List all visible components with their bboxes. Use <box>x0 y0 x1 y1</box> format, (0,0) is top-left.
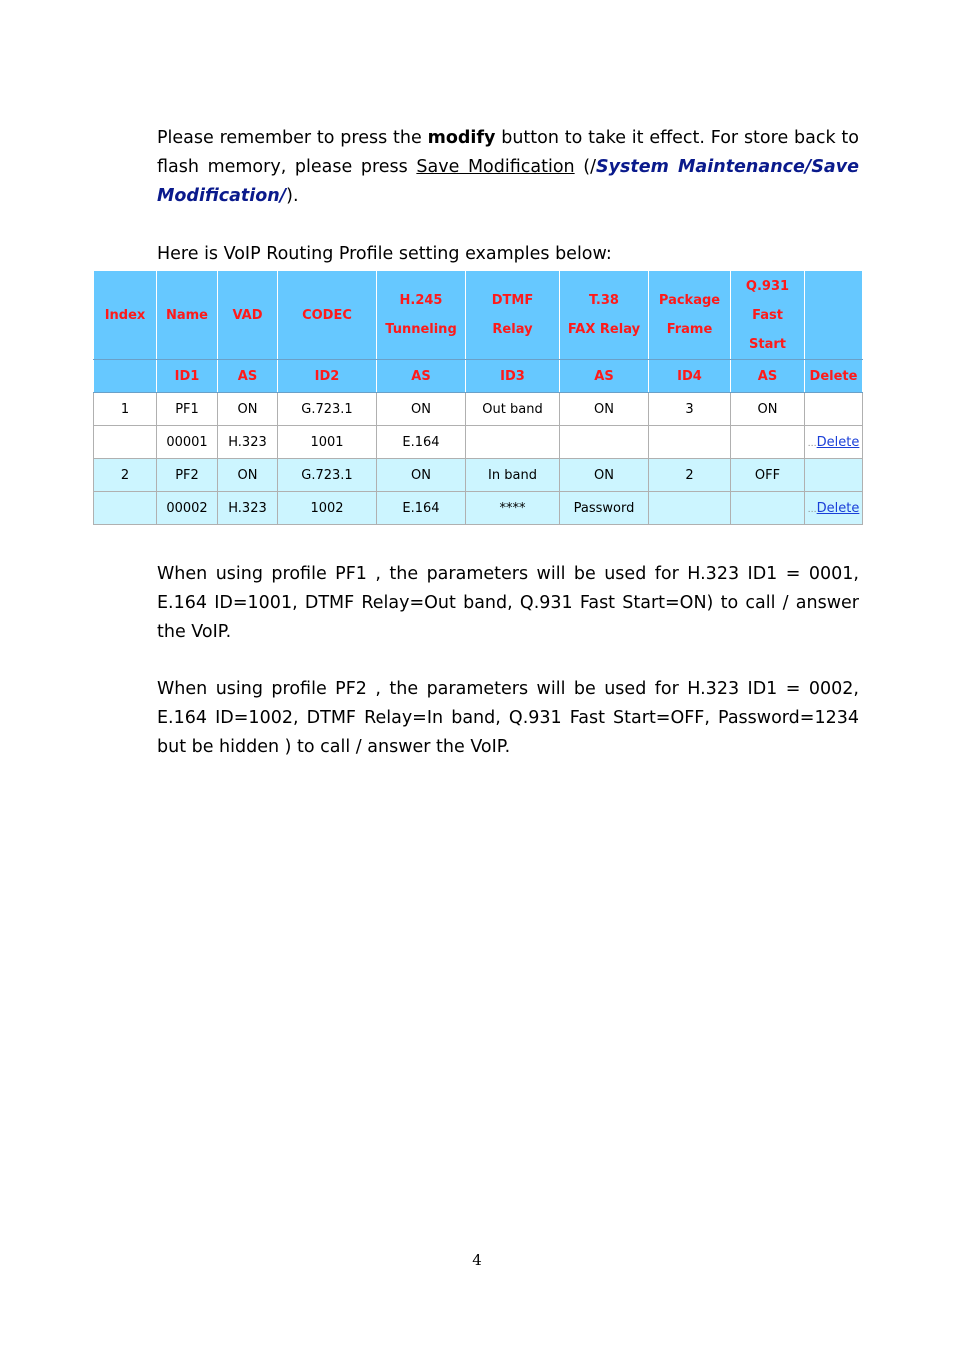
table-cell <box>649 492 731 525</box>
column-header: Index <box>94 271 157 360</box>
menu-path-system-maintenance: System Maintenance <box>595 157 805 177</box>
table-cell: **** <box>466 492 560 525</box>
intro-text: Please remember to press the <box>157 128 428 148</box>
column-header: Q.931 Fast Start <box>731 271 805 360</box>
table-cell: PF2 <box>157 459 218 492</box>
subheader-cell <box>94 360 157 393</box>
intro-text: (/ <box>574 157 596 177</box>
subheader-cell: AS <box>218 360 278 393</box>
table-cell <box>649 426 731 459</box>
table-cell <box>805 492 863 525</box>
table-cell: E.164 <box>377 426 466 459</box>
subheader-cell: AS <box>731 360 805 393</box>
table-cell: ON <box>560 393 649 426</box>
table-cell <box>731 492 805 525</box>
table-cell <box>94 492 157 525</box>
column-header: DTMF Relay <box>466 271 560 360</box>
table-cell: E.164 <box>377 492 466 525</box>
delete-link-icon: … <box>807 504 817 515</box>
table-cell: ON <box>377 459 466 492</box>
table-cell: OFF <box>731 459 805 492</box>
subheader-cell: AS <box>377 360 466 393</box>
table-cell: 1 <box>94 393 157 426</box>
page-number: 4 <box>472 1251 482 1269</box>
column-header: Package Frame <box>649 271 731 360</box>
table-cell: H.323 <box>218 426 278 459</box>
table-cell <box>466 426 560 459</box>
table-cell: ON <box>218 393 278 426</box>
intro-text: button to take it effect. For store back to flash memory, please press <box>157 128 859 177</box>
intro-paragraph <box>157 124 859 211</box>
table-cell <box>805 459 863 492</box>
table-cell: PF1 <box>157 393 218 426</box>
subheader-cell: Delete <box>805 360 863 393</box>
example-heading: Here is VoIP Routing Profile setting examples below: <box>157 244 612 264</box>
menu-path-separator: / <box>804 157 812 177</box>
table-row <box>94 492 863 525</box>
intro-text: ). <box>286 186 299 206</box>
table-cell: 00001 <box>157 426 218 459</box>
table-cell: ON <box>377 393 466 426</box>
table-cell <box>731 426 805 459</box>
table-cell <box>805 426 863 459</box>
table-cell: In band <box>466 459 560 492</box>
column-header <box>805 271 863 360</box>
delete-link-icon: … <box>807 438 817 449</box>
column-header: CODEC <box>278 271 377 360</box>
subheader-cell: ID1 <box>157 360 218 393</box>
table-cell: H.323 <box>218 492 278 525</box>
column-header: Name <box>157 271 218 360</box>
table-cell: 1002 <box>278 492 377 525</box>
table-row <box>94 393 863 426</box>
table-header-row <box>94 271 863 360</box>
table-cell: G.723.1 <box>278 459 377 492</box>
table-row <box>94 459 863 492</box>
table-cell: 1001 <box>278 426 377 459</box>
table-cell: G.723.1 <box>278 393 377 426</box>
pf2-explanation: When using profile PF2 , the parameters will be used for H.323 ID1 = 0002, E.164 ID=1002, DTMF Relay=In band, Q.931 Fast Start=OFF, Password=1234 but be hidden ) to call / answer the VoIP. <box>157 679 859 757</box>
subheader-cell: ID4 <box>649 360 731 393</box>
menu-path-save-modification: Save Modification/ <box>157 157 860 206</box>
table-cell: ON <box>218 459 278 492</box>
table-cell <box>560 426 649 459</box>
table-subheader-row <box>94 360 863 393</box>
table-cell: 00002 <box>157 492 218 525</box>
subheader-cell: ID3 <box>466 360 560 393</box>
table-row <box>94 426 863 459</box>
delete-link[interactable]: Delete <box>816 500 860 516</box>
pf1-explanation: When using profile PF1 , the parameters will be used for H.323 ID1 = 0001, E.164 ID=1001, DTMF Relay=Out band, Q.931 Fast Start=ON) to call / answer the VoIP. <box>157 564 859 642</box>
table-cell <box>94 426 157 459</box>
table-cell: 2 <box>94 459 157 492</box>
save-modification-ref: Save Modification <box>416 157 575 177</box>
table-cell: ON <box>731 393 805 426</box>
table-cell: 3 <box>649 393 731 426</box>
subheader-cell: ID2 <box>278 360 377 393</box>
column-header: H.245 Tunneling <box>377 271 466 360</box>
modify-keyword: modify <box>427 128 496 148</box>
table-cell: Password <box>560 492 649 525</box>
subheader-cell: AS <box>560 360 649 393</box>
voip-routing-profile-table <box>93 270 863 525</box>
table-cell: 2 <box>649 459 731 492</box>
column-header: VAD <box>218 271 278 360</box>
delete-link[interactable]: Delete <box>816 434 860 450</box>
column-header: T.38 FAX Relay <box>560 271 649 360</box>
table-cell <box>805 393 863 426</box>
table-cell: ON <box>560 459 649 492</box>
table-cell: Out band <box>466 393 560 426</box>
